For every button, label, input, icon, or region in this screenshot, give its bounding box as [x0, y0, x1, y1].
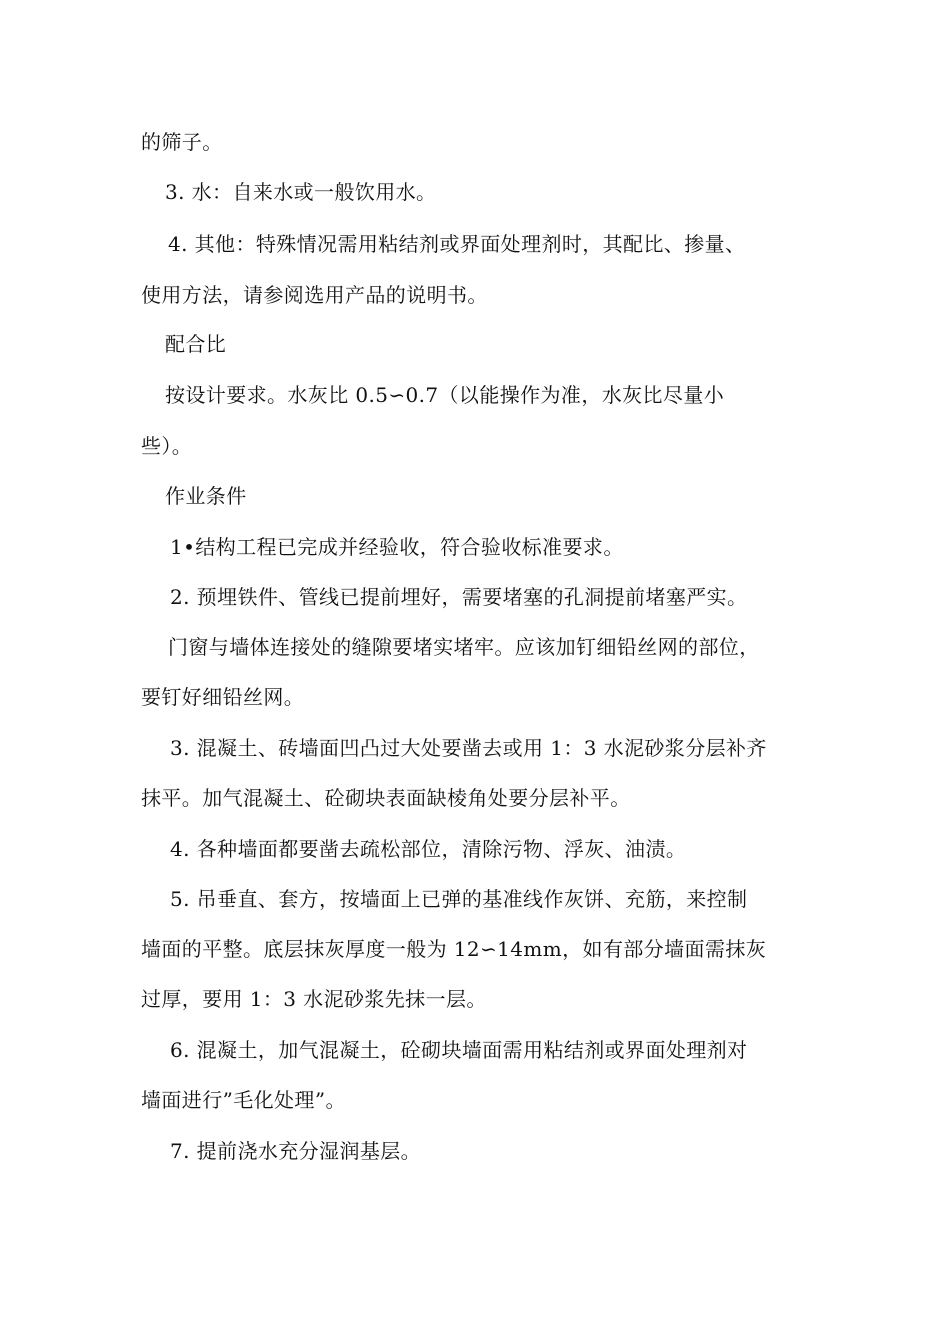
text-line: 6. 混凝土，加气混凝土，砼砌块墙面需用粘结剂或界面处理剂对	[170, 1038, 748, 1062]
text-line: 5. 吊垂直、套方，按墙面上已弹的基准线作灰饼、充筋，来控制	[170, 887, 748, 911]
text-line: 4. 其他：特殊情况需用粘结剂或界面处理剂时，其配比、掺量、	[168, 232, 746, 256]
text-line: 门窗与墙体连接处的缝隙要堵实堵牢。应该加钉细铅丝网的部位，	[168, 635, 760, 659]
text-line: 7. 提前浇水充分湿润基层。	[170, 1139, 422, 1163]
text-line: 抹平。加气混凝土、砼砌块表面缺棱角处要分层补平。	[141, 786, 631, 810]
text-line: 要钉好细铅丝网。	[141, 685, 305, 709]
section-heading: 作业条件	[165, 484, 247, 508]
text-line: 使用方法，请参阅选用产品的说明书。	[141, 283, 488, 307]
text-line: 墙面进行”毛化处理”。	[141, 1088, 346, 1112]
text-line: 3. 水：自来水或一般饮用水。	[165, 180, 437, 204]
text-line: 3. 混凝土、砖墙面凹凸过大处要凿去或用 1：3 水泥砂浆分层补齐	[170, 736, 767, 760]
section-heading: 配合比	[165, 332, 227, 356]
text-line: 过厚，要用 1：3 水泥砂浆先抹一层。	[141, 987, 487, 1011]
text-line: 墙面的平整。底层抹灰厚度一般为 12∽14mm，如有部分墙面需抹灰	[141, 937, 767, 961]
text-line: 2. 预埋铁件、管线已提前埋好，需要堵塞的孔洞提前堵塞严实。	[170, 585, 748, 609]
text-line: 的筛子。	[141, 130, 223, 154]
text-line: 按设计要求。水灰比 0.5∽0.7（以能操作为准，水灰比尽量小	[165, 383, 725, 407]
text-line: 4. 各种墙面都要凿去疏松部位，清除污物、浮灰、油渍。	[170, 837, 687, 861]
text-line: 些）。	[141, 434, 193, 458]
text-line: 1•结构工程已完成并经验收，符合验收标准要求。	[170, 535, 624, 559]
